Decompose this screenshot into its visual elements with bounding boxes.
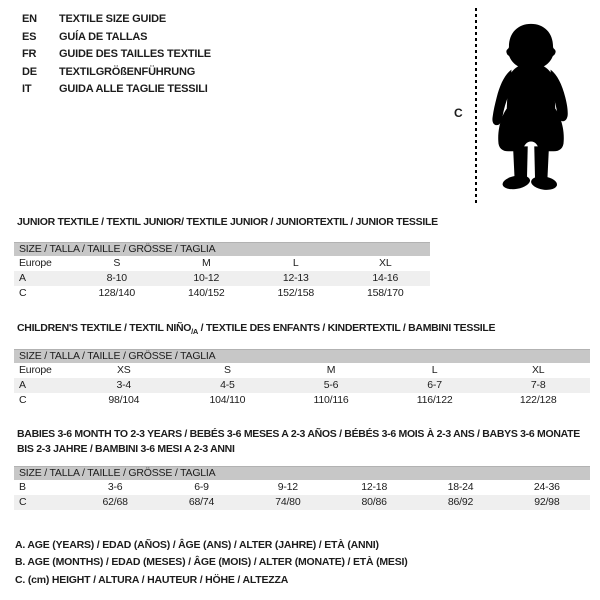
language-code: EN — [22, 13, 37, 25]
table-row — [14, 271, 430, 286]
table-size-header: SIZE / TALLA / TAILLE / GRÖSSE / TAGLIA — [14, 349, 590, 363]
size-value-cell: 14-16 — [372, 272, 399, 284]
size-value-cell: 86/92 — [447, 496, 474, 509]
size-tables — [14, 215, 592, 510]
size-value-cell: 18-24 — [447, 481, 474, 494]
row-label-cell: B — [19, 481, 26, 494]
table-title-text: BABIES 3-6 MONTH TO 2-3 YEARS / BEBÉS 3-6 MESES A 2-3 AÑOS / BÉBÉS 3-6 MOIS À 2-3 ANS / BABYS 3-6 MONATE BIS 2-3 JAHRE / BAMBINI 3-6 MESI A 2-3 ANNI — [17, 428, 580, 455]
language-row — [22, 11, 211, 29]
language-row — [22, 46, 211, 64]
legend-footnote: B. AGE (MONTHS) / EDAD (MESES) / ÂGE (MOIS) / ALTER (MONATE) / ETÀ (MESI) — [15, 556, 408, 569]
size-value-cell: 98/104 — [108, 394, 140, 407]
size-value-cell: 4-5 — [220, 379, 235, 392]
table-title-text: JUNIOR TEXTILE / TEXTIL JUNIOR/ TEXTILE JUNIOR / JUNIORTEXTIL / JUNIOR TESSILE — [17, 216, 438, 228]
table-row — [14, 286, 430, 301]
size-value-cell: 110/116 — [313, 394, 349, 407]
size-value-cell: 80/86 — [361, 496, 387, 509]
size-value-cell: XS — [116, 364, 131, 377]
table-row — [14, 363, 590, 378]
size-value-cell: 116/122 — [416, 394, 453, 407]
size-value-cell: 104/110 — [209, 394, 246, 407]
baby-silhouette-icon — [482, 8, 580, 208]
size-table-block — [14, 321, 590, 408]
height-measure-line — [475, 8, 477, 206]
size-value-cell: XL — [379, 257, 392, 269]
size-value-cell: M — [201, 257, 211, 269]
size-value-cell: M — [326, 364, 336, 377]
size-table-block — [14, 427, 590, 510]
guide-title-text: GUIDA ALLE TAGLIE TESSILI — [59, 83, 208, 95]
size-value-cell: S — [223, 364, 231, 377]
height-measure-label: C — [454, 106, 463, 120]
table-row — [14, 256, 430, 271]
table-row — [14, 393, 590, 408]
size-value-cell: 92/98 — [534, 496, 560, 509]
language-title-list — [22, 11, 211, 99]
guide-title-text: TEXTILE SIZE GUIDE — [59, 13, 167, 25]
table-title — [17, 427, 590, 456]
language-code: FR — [22, 48, 37, 60]
language-code: IT — [22, 83, 32, 95]
row-label-cell: C — [19, 287, 27, 299]
size-value-cell: S — [113, 257, 121, 269]
size-value-cell: XL — [531, 364, 545, 377]
guide-title-text: GUÍA DE TALLAS — [59, 30, 148, 43]
table-title-text: /A — [191, 327, 199, 337]
table-size-header: SIZE / TALLA / TAILLE / GRÖSSE / TAGLIA — [14, 466, 590, 480]
legend-footnote: C. (cm) HEIGHT / ALTURA / HAUTEUR / HÖHE / ALTEZZA — [15, 573, 289, 586]
size-value-cell: 140/152 — [187, 287, 225, 299]
table-size-header: SIZE / TALLA / TAILLE / GRÖSSE / TAGLIA — [14, 242, 430, 256]
size-value-cell: 10-12 — [193, 272, 220, 284]
row-label-cell: A — [19, 272, 26, 284]
size-value-cell: L — [292, 257, 299, 269]
size-value-cell: 7-8 — [530, 379, 546, 392]
size-value-cell: 6-7 — [427, 379, 442, 392]
table-row — [14, 495, 590, 510]
table-title-text: / TEXTILE DES ENFANTS / KINDERTEXTIL / BAMBINI TESSILE — [198, 322, 496, 334]
size-value-cell: 3-4 — [116, 379, 132, 392]
row-label-cell: C — [19, 394, 27, 407]
table-row — [14, 378, 590, 393]
size-value-cell: 6-9 — [194, 481, 209, 494]
size-value-cell: 9-12 — [277, 481, 298, 494]
size-value-cell: 68/74 — [188, 496, 215, 509]
size-value-cell: 74/80 — [275, 496, 301, 509]
language-row — [22, 81, 211, 99]
language-code: ES — [22, 30, 37, 43]
size-value-cell: 62/68 — [102, 496, 128, 509]
row-label-cell: A — [19, 379, 26, 392]
size-value-cell: 8-10 — [106, 272, 127, 284]
row-label-cell: Europe — [19, 364, 52, 377]
table-title — [17, 321, 590, 339]
size-value-cell: 24-36 — [533, 481, 560, 494]
size-value-cell: 158/170 — [366, 287, 404, 299]
baby-height-figure — [452, 6, 598, 208]
size-value-cell: 3-6 — [107, 481, 123, 494]
table-row — [14, 480, 590, 495]
size-value-cell: 122/128 — [519, 394, 557, 407]
size-value-cell: L — [431, 364, 438, 377]
size-value-cell: 12-18 — [361, 481, 388, 494]
table-title — [17, 215, 438, 229]
language-row — [22, 64, 211, 82]
size-table-block — [14, 215, 438, 301]
language-row — [22, 29, 211, 47]
language-code: DE — [22, 65, 37, 78]
table-title-text: CHILDREN'S TEXTILE / TEXTIL NIÑO — [17, 322, 192, 334]
size-value-cell: 128/140 — [98, 287, 136, 299]
size-value-cell: 12-13 — [282, 272, 309, 284]
row-label-cell: C — [19, 496, 27, 509]
guide-title-text: TEXTILGRÖßENFÜHRUNG — [59, 65, 196, 78]
size-value-cell: 152/158 — [277, 287, 315, 299]
legend-footnotes — [15, 537, 408, 589]
legend-footnote: A. AGE (YEARS) / EDAD (AÑOS) / ÂGE (ANS) / ALTER (JAHRE) / ETÀ (ANNI) — [15, 539, 379, 551]
guide-title-text: GUIDE DES TAILLES TEXTILE — [59, 48, 211, 60]
row-label-cell: Europe — [19, 257, 52, 269]
size-value-cell: 5-6 — [323, 379, 339, 392]
